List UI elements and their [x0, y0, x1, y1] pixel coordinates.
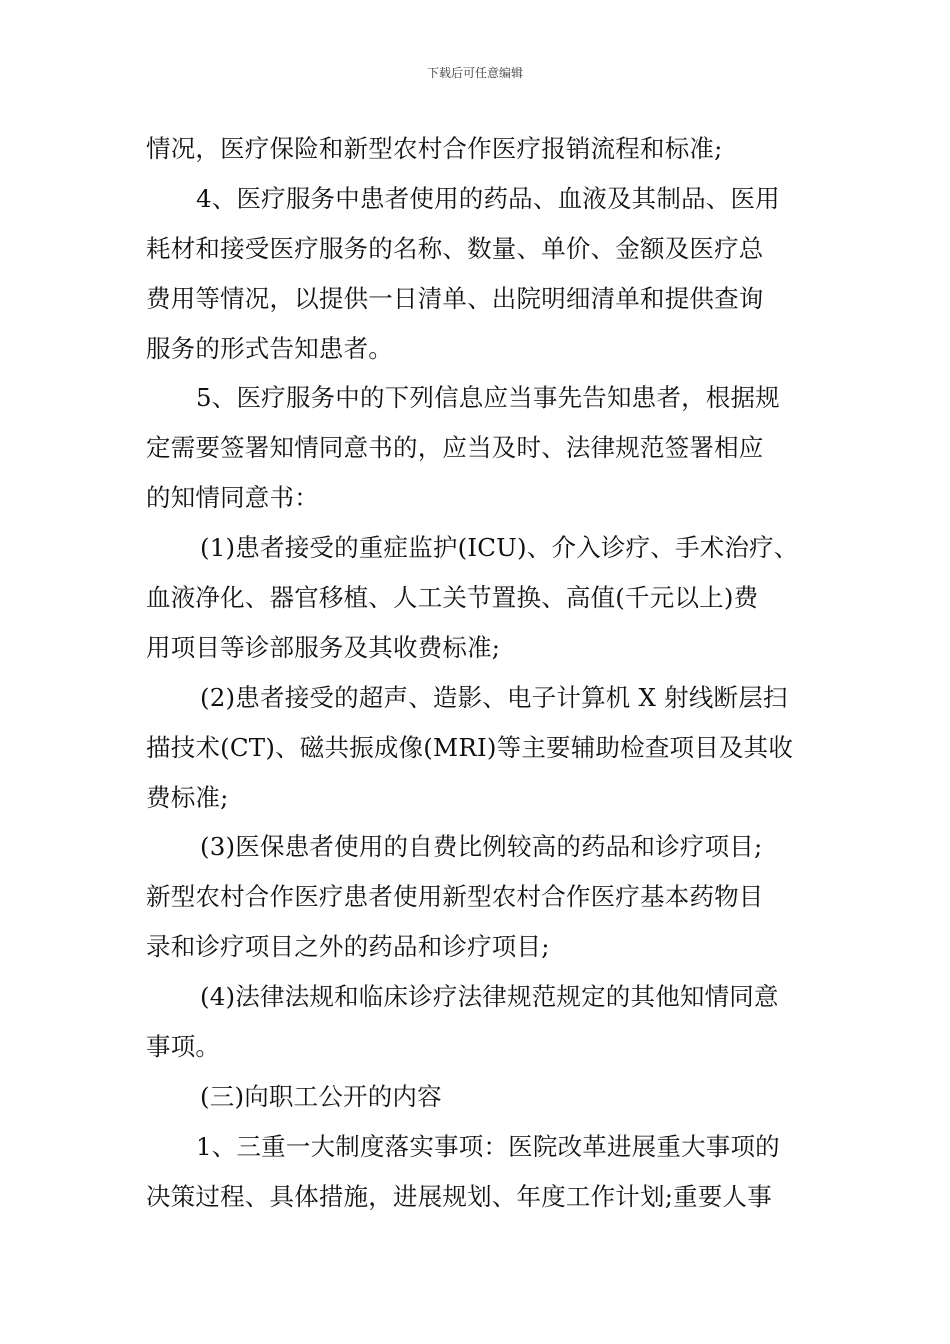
paragraph-start: 5、医疗服务中的下列信息应当事先告知患者，根据规: [196, 383, 780, 413]
paragraph-start: (3)医保患者使用的自费比例较高的药品和诊疗项目;: [200, 832, 763, 862]
text-line: 情况，医疗保险和新型农村合作医疗报销流程和标准;: [146, 134, 723, 163]
paragraph-start: (4)法律法规和临床诊疗法律规范规定的其他知情同意: [200, 982, 779, 1012]
text-line: 用项目等诊部服务及其收费标准;: [146, 632, 501, 662]
text-line: 费用等情况，以提供一日清单、出院明细清单和提供查询: [146, 283, 764, 313]
text-line: 定需要签署知情同意书的，应当及时、法律规范签署相应: [146, 433, 764, 463]
text-line: 费标准;: [146, 782, 229, 812]
text-line: 新型农村合作医疗患者使用新型农村合作医疗基本药物目: [146, 882, 764, 912]
paragraph-start: 4、医疗服务中患者使用的药品、血液及其制品、医用: [196, 183, 780, 213]
section-heading: (三)向职工公开的内容: [200, 1081, 442, 1111]
paragraph-start: (2)患者接受的超声、造影、电子计算机 X 射线断层扫: [200, 682, 788, 712]
text-line: 录和诊疗项目之外的药品和诊疗项目;: [146, 932, 550, 962]
text-line: 血液净化、器官移植、人工关节置换、高值(千元以上)费: [146, 583, 759, 613]
paragraph-start: (1)患者接受的重症监护(ICU)、介入诊疗、手术治疗、: [200, 533, 799, 563]
text-line: 的知情同意书：: [146, 483, 319, 513]
text-line: 服务的形式告知患者。: [146, 333, 393, 363]
document-body: [146, 124, 814, 1222]
paragraph-start: 1、三重一大制度落实事项：医院改革进展重大事项的: [196, 1131, 780, 1161]
page-header: 下载后可任意编辑: [426, 66, 523, 80]
text-line: 耗材和接受医疗服务的名称、数量、单价、金额及医疗总: [146, 233, 764, 263]
text-line: 事项。: [146, 1032, 221, 1062]
text-line: 决策过程、具体措施，进展规划、年度工作计划;重要人事: [146, 1181, 772, 1211]
text-line: 描技术(CT)、磁共振成像(MRI)等主要辅助检查项目及其收: [146, 732, 794, 762]
